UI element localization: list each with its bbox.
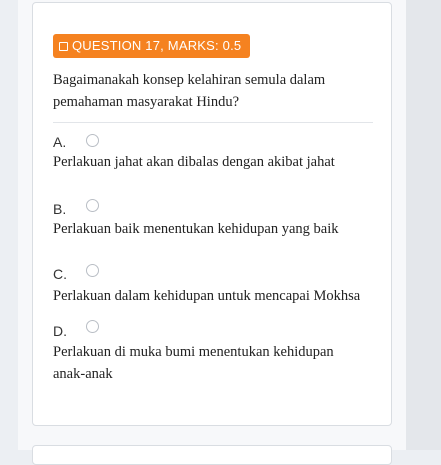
option-c-letter: C. xyxy=(53,266,67,282)
right-gutter xyxy=(406,0,441,450)
option-a-letter: A. xyxy=(53,134,67,150)
option-d-letter: D. xyxy=(53,323,67,339)
option-c-radio[interactable] xyxy=(86,264,99,277)
option-b-radio[interactable] xyxy=(86,199,99,212)
option-b-text[interactable]: Perlakuan baik menentukan kehidupan yang baik xyxy=(53,221,339,237)
question-badge-label: QUESTION 17, MARKS: 0.5 xyxy=(72,38,242,53)
option-d-radio[interactable] xyxy=(86,320,99,333)
divider xyxy=(53,122,373,123)
option-a-radio[interactable] xyxy=(86,134,99,147)
square-outline-icon xyxy=(59,42,68,51)
option-a-text[interactable]: Perlakuan jahat akan dibalas dengan akibat jahat xyxy=(53,154,335,170)
question-badge xyxy=(53,34,250,58)
option-c-text[interactable]: Perlakuan dalam kehidupan untuk mencapai Mokhsa xyxy=(53,288,361,304)
next-question-card xyxy=(32,445,392,465)
question-text: Bagaimanakah konsep kelahiran semula dalam pemahaman masyarakat Hindu? xyxy=(53,72,326,110)
question-card xyxy=(32,2,392,426)
option-b-letter: B. xyxy=(53,201,67,217)
option-d-text[interactable]: Perlakuan di muka bumi menentukan kehidupan anak-anak xyxy=(53,344,334,382)
